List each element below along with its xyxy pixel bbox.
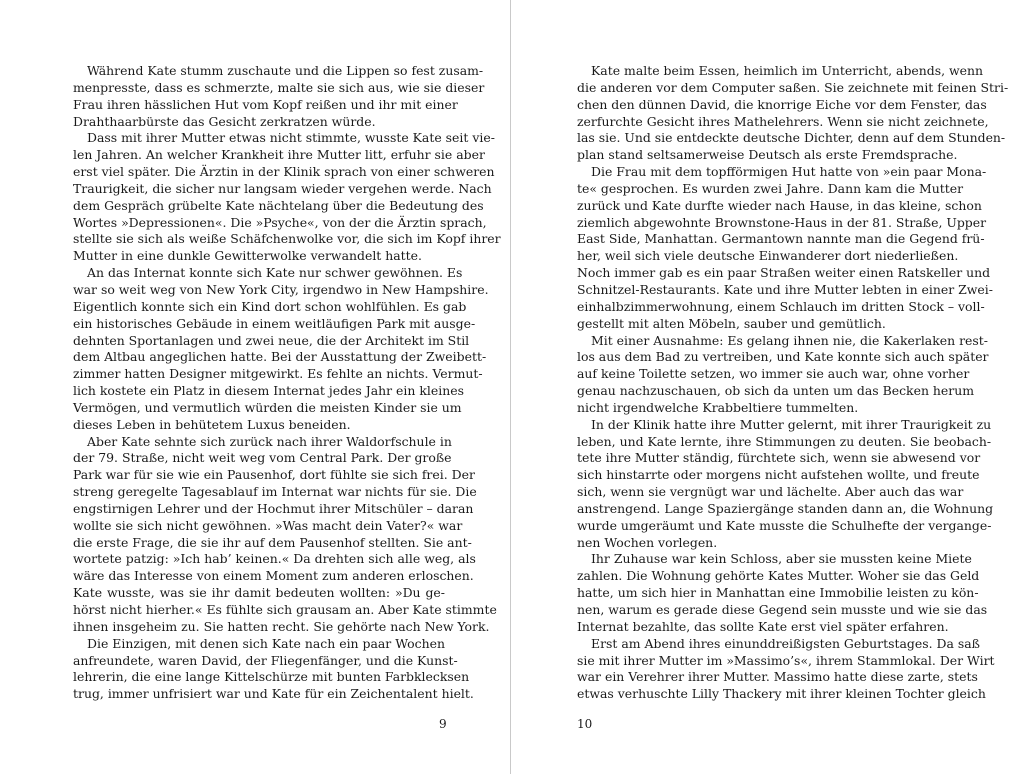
- text-line: wortete patzig: »Ich hab’ keinen.« Da drehten sich alle weg, als: [73, 551, 476, 567]
- text-line: Während Kate stumm zuschaute und die Lippen so fest zusam-: [87, 63, 484, 78]
- text-line: die anderen vor dem Computer saßen. Sie zeichnete mit feinen Stri-: [577, 79, 1009, 95]
- text-line: Die Einzigen, mit denen sich Kate nach ein paar Wochen: [87, 635, 445, 651]
- text-line: stellte sie sich als weiße Schäfchenwolke vor, die sich im Kopf ihrer: [73, 231, 501, 247]
- text-line: lich kostete ein Platz in diesem Internat jedes Jahr ein kleines: [73, 383, 464, 399]
- text-line: Traurigkeit, die sicher nur langsam wieder vergehen werde. Nach: [73, 180, 492, 196]
- text-line: zerfurchte Gesicht ihres Mathelehrers. Wenn sie nicht zeichnete,: [577, 113, 989, 129]
- text-line: der 79. Straße, nicht weit weg vom Central Park. Der große: [73, 450, 452, 466]
- text-line: chen den dünnen David, die knorrige Eiche vor dem Fenster, das: [577, 96, 987, 112]
- text-line: Drahthaarbürste das Gesicht zerkratzen würde.: [73, 113, 376, 129]
- text-line: plan stand seltsamerweise Deutsch als erste Fremdsprache.: [577, 147, 958, 163]
- text-line: menpresste, dass es schmerzte, malte sie sich aus, wie sie dieser: [73, 79, 485, 95]
- text-line: ziemlich abgewohnte Brownstone-Haus in der 81. Straße, Upper: [577, 214, 987, 230]
- text-line: anfreundete, waren David, der Fliegenfänger, und die Kunst-: [73, 652, 458, 668]
- text-line: las sie. Und sie entdeckte deutsche Dichter, denn auf dem Stunden-: [577, 130, 1006, 146]
- text-line: Noch immer gab es ein paar Straßen weiter einen Ratskeller und: [577, 265, 991, 281]
- text-line: sie mit ihrer Mutter im »Massimo’s«, ihrem Stammlokal. Der Wirt: [577, 652, 995, 668]
- text-line: genau nachzuschauen, ob sich da unten um das Becken herum: [577, 383, 975, 399]
- text-line: East Side, Manhattan. Germantown nannte man die Gegend frü-: [577, 231, 985, 247]
- text-line: Kate malte beim Essen, heimlich im Unterricht, abends, wenn: [591, 63, 984, 78]
- text-line: hörst nicht hierher.« Es fühlte sich grausam an. Aber Kate stimmte: [73, 602, 497, 617]
- text-line: nen, warum es gerade diese Gegend sein musste und wie sie das: [577, 602, 988, 617]
- text-line: Erst am Abend ihres einunddreißigsten Geburtstages. Da saß: [591, 635, 980, 651]
- text-line: hatte, um sich hier in Manhattan eine Immobilie leisten zu kön-: [577, 585, 979, 601]
- text-line: sich, wenn sie vergnügt war und lächelte. Aber auch das war: [577, 484, 964, 500]
- text-line: Mutter in eine dunkle Gewitterwolke verwandelt hatte.: [73, 248, 422, 264]
- text-line: Mit einer Ausnahme: Es gelang ihnen nie, die Kakerlaken rest-: [591, 332, 988, 348]
- text-line: die erste Frage, die sie ihr auf dem Pausenhof stellten. Sie ant-: [73, 534, 472, 550]
- text-line: tete ihre Mutter ständig, fürchtete sich, wenn sie abwesend vor: [577, 450, 981, 466]
- right-page-text: [577, 63, 1009, 703]
- text-line: trug, immer unfrisiert war und Kate für ein Zeichentalent hielt.: [73, 686, 474, 702]
- text-line: nen Wochen vorlegen.: [577, 534, 718, 550]
- text-line: erst viel später. Die Ärztin in der Klinik sprach von einer schweren: [73, 164, 495, 180]
- text-line: Internat bezahlte, das sollte Kate erst viel später erfahren.: [577, 618, 949, 634]
- text-line: engstirnigen Lehrer und der Hochmut ihrer Mitschüler – daran: [73, 500, 474, 516]
- text-line: leben, und Kate lernte, ihre Stimmungen zu deuten. Sie beobach-: [577, 433, 992, 449]
- text-line: anstrengend. Lange Spaziergänge standen dann an, die Wohnung: [577, 500, 994, 516]
- text-line: Frau ihren hässlichen Hut vom Kopf reißen und ihr mit einer: [73, 96, 458, 112]
- left-page-number: 9: [439, 717, 447, 731]
- text-line: los aus dem Bad zu vertreiben, und Kate konnte sich auch später: [577, 349, 989, 365]
- text-line: ihnen insgeheim zu. Sie hatten recht. Sie gehörte nach New York.: [73, 618, 490, 634]
- text-line: nicht irgendwelche Krabbeltiere tummelten.: [577, 399, 859, 415]
- text-line: dem Gespräch grübelte Kate nächtelang über die Bedeutung des: [73, 197, 484, 213]
- text-line: dieses Leben in behütetem Luxus beneiden.: [73, 416, 351, 432]
- text-line: zahlen. Die Wohnung gehörte Kates Mutter. Woher sie das Geld: [577, 568, 980, 584]
- text-line: wollte sie sich nicht gewöhnen. »Was macht dein Vater?« war: [73, 517, 463, 533]
- text-line: sich hinstarrte oder morgens nicht aufstehen wollte, und freute: [577, 467, 980, 483]
- text-line: Die Frau mit dem topfförmigen Hut hatte von »ein paar Mona-: [591, 164, 987, 180]
- text-line: Aber Kate sehnte sich zurück nach ihrer Waldorfschule in: [87, 433, 452, 449]
- text-line: zimmer hatten Designer mitgewirkt. Es fehlte an nichts. Vermut-: [73, 366, 483, 382]
- text-line: streng geregelte Tagesablauf im Internat war nichts für sie. Die: [73, 484, 477, 500]
- text-line: te« gesprochen. Es wurden zwei Jahre. Dann kam die Mutter: [577, 180, 964, 196]
- text-line: dem Altbau angeglichen hatte. Bei der Ausstattung der Zweibett-: [73, 349, 487, 365]
- left-page-text: [73, 63, 501, 703]
- text-line: Ihr Zuhause war kein Schloss, aber sie mussten keine Miete: [591, 551, 972, 567]
- text-line: her, weil sich viele deutsche Einwanderer dort niederließen.: [577, 248, 959, 264]
- text-line: dehnten Sportanlagen und zwei neue, die der Architekt im Stil: [73, 332, 470, 348]
- text-line: war ein Verehrer ihrer Mutter. Massimo hatte diese zarte, stets: [577, 669, 978, 685]
- text-line: Vermögen, und vermutlich würden die meisten Kinder sie um: [73, 399, 462, 415]
- text-line: Dass mit ihrer Mutter etwas nicht stimmte, wusste Kate seit vie-: [87, 130, 495, 146]
- text-line: Wortes »Depressionen«. Die »Psyche«, von der die Ärztin sprach,: [73, 214, 487, 230]
- text-line: wäre das Interesse von einem Moment zum anderen erloschen.: [73, 568, 474, 584]
- text-line: An das Internat konnte sich Kate nur schwer gewöhnen. Es: [87, 265, 463, 281]
- text-line: len Jahren. An welcher Krankheit ihre Mutter litt, erfuhr sie aber: [73, 147, 485, 163]
- text-line: In der Klinik hatte ihre Mutter gelernt, mit ihrer Traurigkeit zu: [591, 416, 992, 432]
- text-line: wurde umgeräumt und Kate musste die Schulhefte der vergange-: [577, 517, 992, 533]
- text-line: Eigentlich konnte sich ein Kind dort schon wohlfühlen. Es gab: [73, 298, 467, 314]
- right-page-number: 10: [577, 717, 593, 731]
- text-line: auf keine Toilette setzen, wo immer sie auch war, ohne vorher: [577, 366, 970, 382]
- text-line: zurück und Kate durfte wieder nach Hause, in das kleine, schon: [577, 197, 982, 213]
- text-line: Schnitzel-Restaurants. Kate und ihre Mutter lebten in einer Zwei-: [577, 281, 993, 297]
- text-line: etwas verhuschte Lilly Thackery mit ihrer kleinen Tochter gleich: [577, 686, 986, 702]
- text-line: einhalbzimmerwohnung, einem Schlauch im dritten Stock – voll-: [577, 298, 985, 314]
- text-line: gestellt mit alten Möbeln, sauber und gemütlich.: [577, 315, 886, 331]
- text-line: war so weit weg von New York City, irgendwo in New Hampshire.: [73, 281, 489, 297]
- right-page: [511, 0, 1020, 774]
- text-line: Kate wusste, was sie ihr damit bedeuten wollten: »Du ge-: [73, 585, 445, 601]
- text-line: lehrerin, die eine lange Kittelschürze mit bunten Farbklecksen: [73, 669, 470, 685]
- text-line: ein historisches Gebäude in einem weitläufigen Park mit ausge-: [73, 315, 476, 331]
- text-line: Park war für sie wie ein Pausenhof, dort fühlte sie sich frei. Der: [73, 467, 475, 483]
